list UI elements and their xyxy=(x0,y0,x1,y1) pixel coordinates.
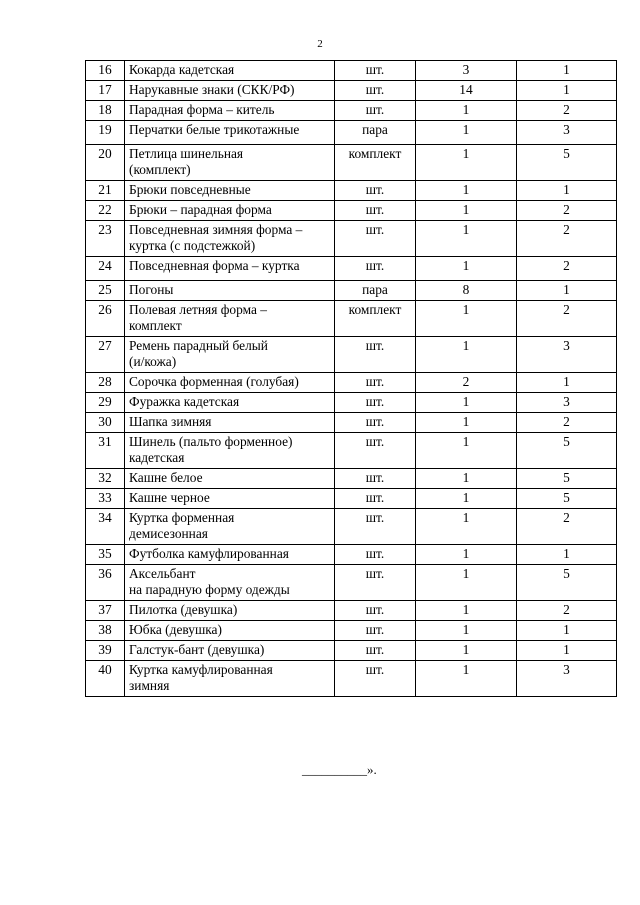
row-number: 25 xyxy=(86,281,125,301)
table-row xyxy=(86,393,617,413)
item-quantity: 1 xyxy=(416,181,517,201)
item-name: Куртка камуфлированная зимняя xyxy=(125,661,335,697)
item-quantity: 1 xyxy=(416,641,517,661)
page-number: 2 xyxy=(317,38,323,50)
item-name: Пилотка (девушка) xyxy=(125,601,335,621)
table-row xyxy=(86,641,617,661)
item-unit: шт. xyxy=(335,101,416,121)
table-row xyxy=(86,281,617,301)
row-number: 31 xyxy=(86,433,125,469)
item-quantity: 1 xyxy=(416,393,517,413)
item-term: 2 xyxy=(517,257,617,281)
items-table xyxy=(85,60,617,697)
table-row xyxy=(86,301,617,337)
item-unit: шт. xyxy=(335,621,416,641)
row-number: 21 xyxy=(86,181,125,201)
row-number: 38 xyxy=(86,621,125,641)
table-row xyxy=(86,373,617,393)
item-name: Кокарда кадетская xyxy=(125,61,335,81)
item-term: 2 xyxy=(517,201,617,221)
row-number: 29 xyxy=(86,393,125,413)
item-term: 1 xyxy=(517,81,617,101)
table-row xyxy=(86,221,617,257)
item-term: 5 xyxy=(517,469,617,489)
item-name: Повседневная зимняя форма – куртка (с подстежкой) xyxy=(125,221,335,257)
item-quantity: 1 xyxy=(416,145,517,181)
table-row xyxy=(86,121,617,145)
item-quantity: 1 xyxy=(416,661,517,697)
item-unit: шт. xyxy=(335,201,416,221)
item-term: 2 xyxy=(517,221,617,257)
item-name: Шапка зимняя xyxy=(125,413,335,433)
row-number: 16 xyxy=(86,61,125,81)
item-unit: шт. xyxy=(335,337,416,373)
table-row xyxy=(86,469,617,489)
table-row xyxy=(86,81,617,101)
items-table-body xyxy=(86,61,617,697)
row-number: 40 xyxy=(86,661,125,697)
table-row xyxy=(86,61,617,81)
item-unit: шт. xyxy=(335,601,416,621)
item-name: Брюки – парадная форма xyxy=(125,201,335,221)
item-unit: шт. xyxy=(335,373,416,393)
item-quantity: 1 xyxy=(416,257,517,281)
item-quantity: 1 xyxy=(416,301,517,337)
item-name: Футболка камуфлированная xyxy=(125,545,335,565)
item-unit: шт. xyxy=(335,565,416,601)
item-term: 5 xyxy=(517,565,617,601)
table-row xyxy=(86,509,617,545)
item-unit: шт. xyxy=(335,81,416,101)
item-name: Ремень парадный белый (и/кожа) xyxy=(125,337,335,373)
row-number: 28 xyxy=(86,373,125,393)
item-quantity: 1 xyxy=(416,337,517,373)
item-unit: шт. xyxy=(335,257,416,281)
item-name: Шинель (пальто форменное) кадетская xyxy=(125,433,335,469)
item-unit: шт. xyxy=(335,545,416,565)
item-name: Парадная форма – китель xyxy=(125,101,335,121)
table-row xyxy=(86,565,617,601)
item-term: 2 xyxy=(517,101,617,121)
item-term: 3 xyxy=(517,393,617,413)
item-quantity: 1 xyxy=(416,469,517,489)
table-row xyxy=(86,181,617,201)
item-name: Сорочка форменная (голубая) xyxy=(125,373,335,393)
item-unit: шт. xyxy=(335,489,416,509)
item-quantity: 1 xyxy=(416,545,517,565)
row-number: 24 xyxy=(86,257,125,281)
item-unit: шт. xyxy=(335,509,416,545)
item-term: 3 xyxy=(517,661,617,697)
item-unit: пара xyxy=(335,121,416,145)
item-name: Кашне белое xyxy=(125,469,335,489)
row-number: 17 xyxy=(86,81,125,101)
item-name: Кашне черное xyxy=(125,489,335,509)
table-row xyxy=(86,201,617,221)
item-unit: шт. xyxy=(335,413,416,433)
item-name: Брюки повседневные xyxy=(125,181,335,201)
table-row xyxy=(86,433,617,469)
item-term: 1 xyxy=(517,545,617,565)
item-term: 2 xyxy=(517,301,617,337)
item-quantity: 1 xyxy=(416,621,517,641)
row-number: 32 xyxy=(86,469,125,489)
item-quantity: 3 xyxy=(416,61,517,81)
item-term: 1 xyxy=(517,61,617,81)
row-number: 37 xyxy=(86,601,125,621)
item-quantity: 1 xyxy=(416,201,517,221)
table-row xyxy=(86,413,617,433)
item-unit: комплект xyxy=(335,301,416,337)
row-number: 27 xyxy=(86,337,125,373)
row-number: 30 xyxy=(86,413,125,433)
item-quantity: 1 xyxy=(416,433,517,469)
item-term: 3 xyxy=(517,121,617,145)
item-unit: пара xyxy=(335,281,416,301)
table-row xyxy=(86,661,617,697)
item-quantity: 1 xyxy=(416,121,517,145)
item-quantity: 1 xyxy=(416,565,517,601)
row-number: 35 xyxy=(86,545,125,565)
row-number: 33 xyxy=(86,489,125,509)
item-name: Юбка (девушка) xyxy=(125,621,335,641)
item-term: 1 xyxy=(517,281,617,301)
item-term: 1 xyxy=(517,373,617,393)
row-number: 26 xyxy=(86,301,125,337)
item-term: 1 xyxy=(517,181,617,201)
row-number: 22 xyxy=(86,201,125,221)
item-unit: комплект xyxy=(335,145,416,181)
item-name: Петлица шинельная (комплект) xyxy=(125,145,335,181)
item-name: Фуражка кадетская xyxy=(125,393,335,413)
table-row xyxy=(86,601,617,621)
table-row xyxy=(86,489,617,509)
item-name: Повседневная форма – куртка xyxy=(125,257,335,281)
row-number: 39 xyxy=(86,641,125,661)
item-term: 5 xyxy=(517,145,617,181)
item-name: Галстук-бант (девушка) xyxy=(125,641,335,661)
item-term: 3 xyxy=(517,337,617,373)
row-number: 36 xyxy=(86,565,125,601)
table-row xyxy=(86,545,617,565)
item-quantity: 1 xyxy=(416,509,517,545)
table-row xyxy=(86,145,617,181)
row-number: 18 xyxy=(86,101,125,121)
item-term: 2 xyxy=(517,601,617,621)
table-row xyxy=(86,337,617,373)
item-term: 2 xyxy=(517,413,617,433)
item-quantity: 8 xyxy=(416,281,517,301)
row-number: 20 xyxy=(86,145,125,181)
table-row xyxy=(86,621,617,641)
item-name: Куртка форменная демисезонная xyxy=(125,509,335,545)
item-term: 5 xyxy=(517,433,617,469)
item-quantity: 1 xyxy=(416,101,517,121)
item-quantity: 14 xyxy=(416,81,517,101)
item-quantity: 2 xyxy=(416,373,517,393)
item-term: 2 xyxy=(517,509,617,545)
item-term: 1 xyxy=(517,621,617,641)
item-unit: шт. xyxy=(335,61,416,81)
item-name: Погоны xyxy=(125,281,335,301)
item-term: 5 xyxy=(517,489,617,509)
item-unit: шт. xyxy=(335,469,416,489)
item-unit: шт. xyxy=(335,393,416,413)
table-row xyxy=(86,101,617,121)
item-term: 1 xyxy=(517,641,617,661)
table-row xyxy=(86,257,617,281)
item-quantity: 1 xyxy=(416,601,517,621)
item-name: Перчатки белые трикотажные xyxy=(125,121,335,145)
item-unit: шт. xyxy=(335,433,416,469)
row-number: 19 xyxy=(86,121,125,145)
item-name: Аксельбант на парадную форму одежды xyxy=(125,565,335,601)
item-quantity: 1 xyxy=(416,413,517,433)
row-number: 23 xyxy=(86,221,125,257)
item-name: Полевая летняя форма – комплект xyxy=(125,301,335,337)
item-unit: шт. xyxy=(335,641,416,661)
item-quantity: 1 xyxy=(416,221,517,257)
closing-text: __________». xyxy=(302,762,377,777)
item-name: Нарукавные знаки (СКК/РФ) xyxy=(125,81,335,101)
item-unit: шт. xyxy=(335,181,416,201)
row-number: 34 xyxy=(86,509,125,545)
item-unit: шт. xyxy=(335,221,416,257)
item-unit: шт. xyxy=(335,661,416,697)
item-quantity: 1 xyxy=(416,489,517,509)
